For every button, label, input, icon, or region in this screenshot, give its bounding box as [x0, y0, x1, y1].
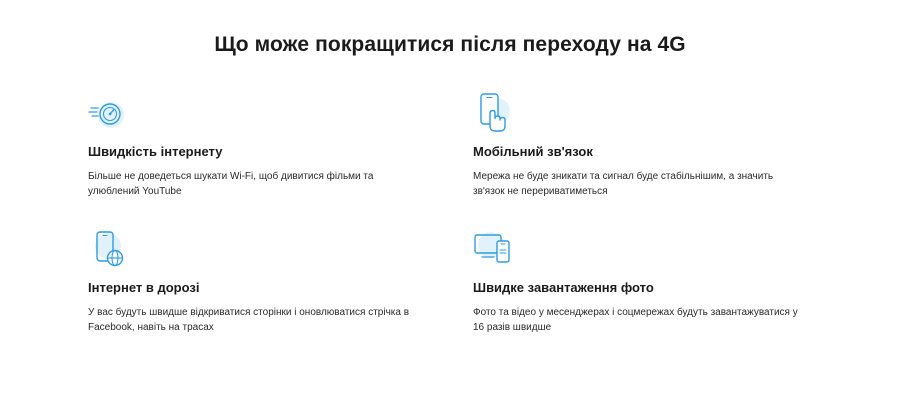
- page-title: Що може покращитися після переходу на 4G: [214, 33, 686, 56]
- feature-title: Швидке завантаження фото: [473, 280, 654, 295]
- feature-title: Інтернет в дорозі: [88, 280, 200, 295]
- feature-description: Більше не доведеться шукати Wi-Fi, щоб дивитися фільми та улюблений YouTube: [88, 171, 374, 197]
- feature-title: Мобільний зв'язок: [473, 144, 593, 159]
- phone-globe-icon: [88, 229, 132, 273]
- phone-tap-icon: [473, 93, 517, 137]
- feature-description: Мережа не буде зникати та сигнал буде стабільнішим, а значить зв'язок не перериватиметься: [473, 171, 774, 197]
- devices-icon: [473, 229, 517, 273]
- feature-description: У вас будуть швидше відкриватися сторінки і оновлюватися стрічка в Facebook, навіть на трасах: [88, 307, 410, 333]
- feature-title: Швидкість інтернету: [88, 144, 223, 159]
- feature-description: Фото та відео у месенджерах і соцмережах будуть завантажуватися у 16 разів швидше: [473, 307, 798, 333]
- speedometer-icon: [88, 93, 132, 137]
